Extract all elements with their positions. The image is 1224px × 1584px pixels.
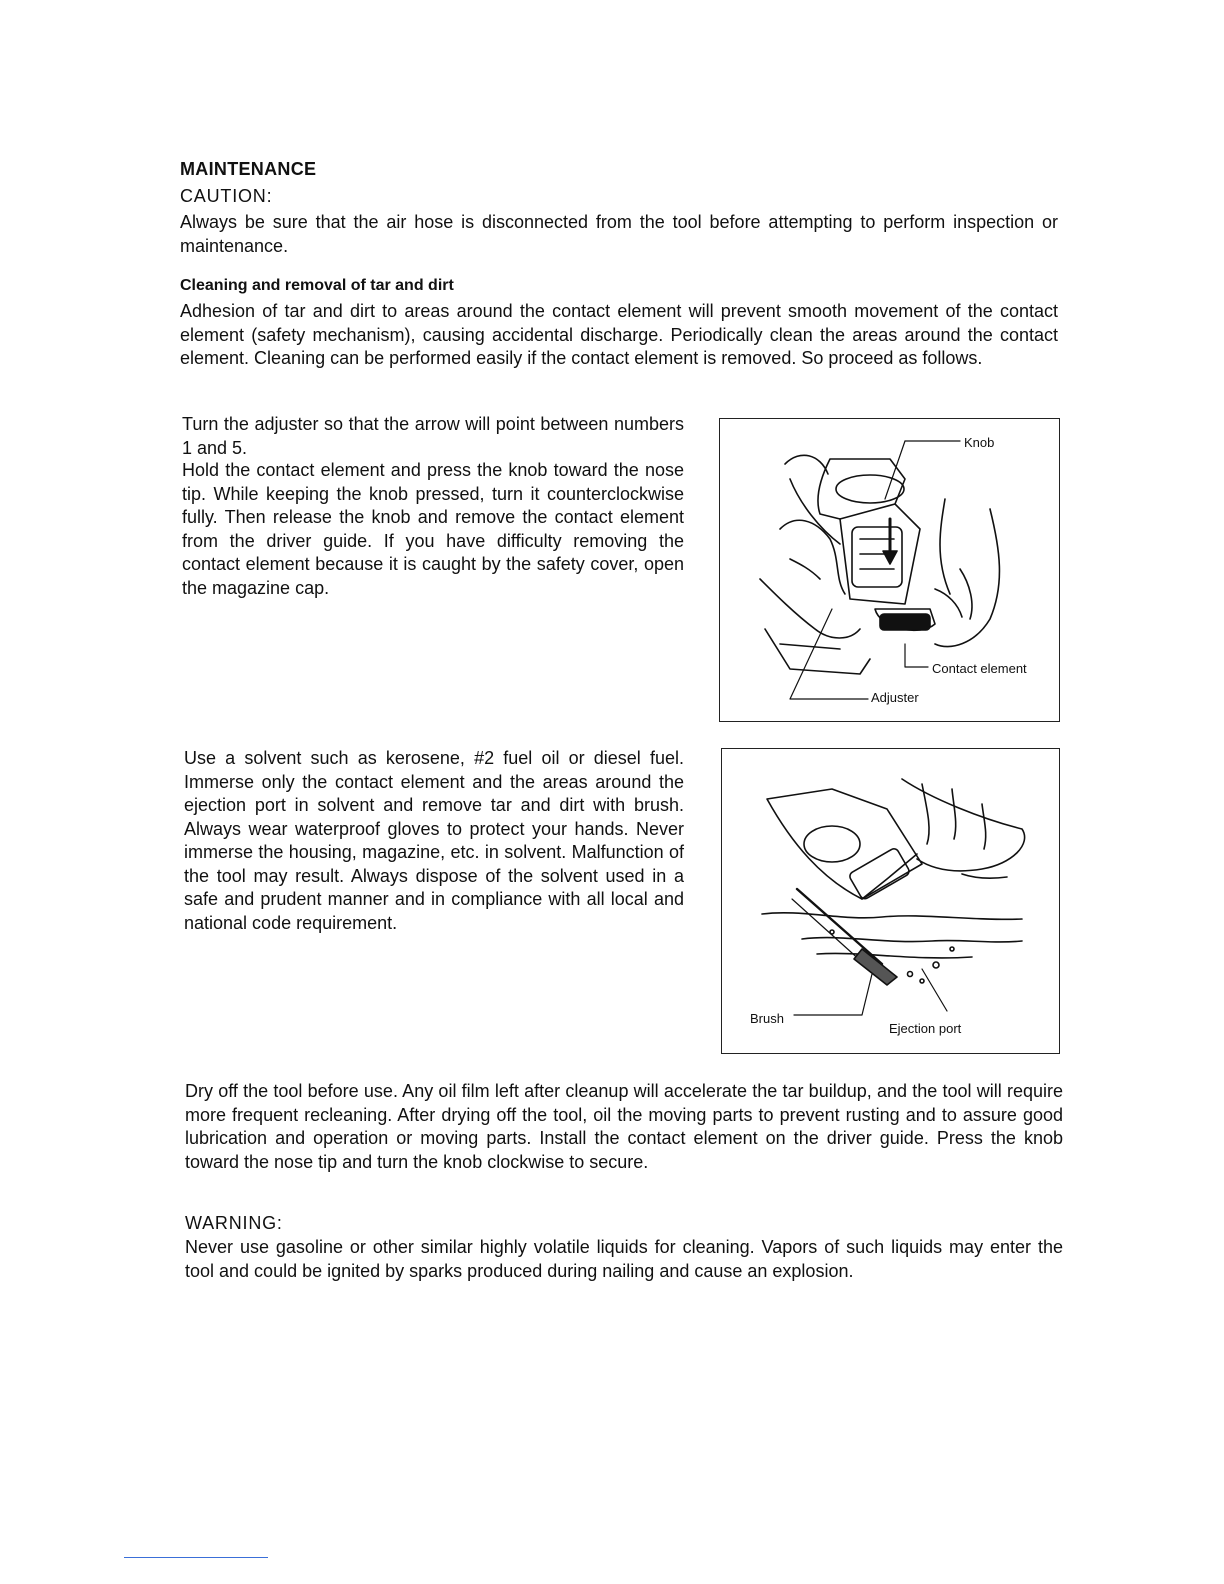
removal-step-1: Turn the adjuster so that the arrow will point between numbers 1 and 5. [182, 414, 684, 458]
brush-cleaning-illustration [722, 749, 1059, 1053]
cleaning-intro: Adhesion of tar and dirt to areas around the contact element will prevent smooth movement of the contact element (safety mechanism), causing accidental discharge. Periodically clean the areas around the contact element. Cleaning can be performed easily if the contact element is removed. So proceed as follows. [180, 301, 1058, 368]
footer-divider [124, 1557, 268, 1558]
caution-text: Always be sure that the air hose is disconnected from the tool before attempting to perform inspection or maintenance. [180, 212, 1058, 256]
maintenance-title: MAINTENANCE [180, 159, 317, 179]
figure1-label-contact-element: Contact element [932, 661, 1027, 676]
figure1-label-adjuster: Adjuster [871, 690, 919, 705]
figure2-label-ejection-port: Ejection port [889, 1021, 962, 1036]
dry-off-text: Dry off the tool before use. Any oil film left after cleanup will accelerate the tar buildup, and the tool will require more frequent recleaning. After drying off the tool, oil the moving parts to prevent rusting and to assure good lubrication and operation or moving parts. Install the contact element on the driver guide. Press the knob toward the nose tip and turn the knob clockwise to secure. [185, 1081, 1063, 1172]
removal-step-2: Hold the contact element and press the knob toward the nose tip. While keeping the knob pressed, turn it counterclockwise fully. Then release the knob and remove the contact element from the driver guide. If you have difficulty removing the contact element because it is caught by the safety cover, open the magazine cap. [182, 460, 684, 598]
caution-label: CAUTION: [180, 186, 273, 206]
warning-text: Never use gasoline or other similar highly volatile liquids for cleaning. Vapors of such liquids may enter the tool and could be ignited by sparks produced during nailing and cause an explosion. [185, 1237, 1063, 1281]
warning-label: WARNING: [185, 1213, 283, 1233]
figure2-label-brush: Brush [750, 1011, 784, 1026]
figure-solvent-cleaning [721, 748, 1060, 1054]
solvent-step: Use a solvent such as kerosene, #2 fuel oil or diesel fuel. Immerse only the contact element and the areas around the ejection port in solvent and remove tar and dirt with brush. Always wear waterproof gloves to protect your hands. Never immerse the housing, magazine, etc. in solvent. Malfunction of the tool may result. Always dispose of the solvent used in a safe and prudent manner and in compliance with all local and national code requirement. [184, 748, 684, 933]
cleaning-subheading: Cleaning and removal of tar and dirt [180, 277, 454, 294]
figure-contact-element-removal [719, 418, 1060, 722]
figure1-label-knob: Knob [964, 435, 995, 450]
